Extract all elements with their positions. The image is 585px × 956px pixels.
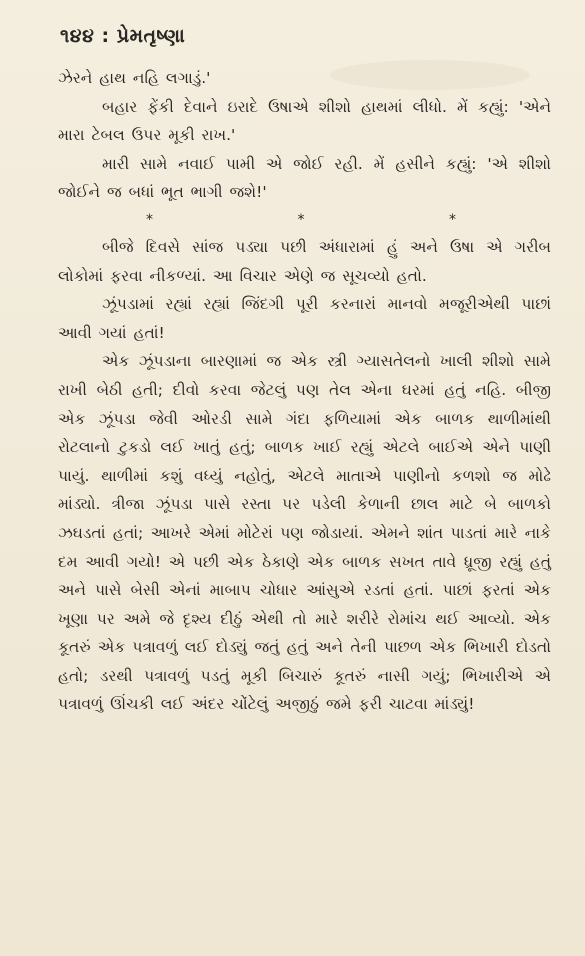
paragraph-1: ઝેરને હાથ નહિ લગાડું.' — [58, 69, 211, 87]
page-number: ૧૪૪ — [60, 25, 95, 47]
chapter-title: પ્રેમતૃષ્ણા — [116, 25, 186, 47]
page-header — [60, 22, 551, 50]
section-divider — [146, 209, 456, 231]
paragraph-3: મારી સામે નવાઈ પામી એ જોઈ રહી. મેં હસીને કહ્યું: 'એ શીશો જોઈને જ બધાં ભૂત ભાગી જશે!' — [58, 154, 551, 202]
divider-star: * — [449, 211, 456, 228]
divider-star: * — [146, 211, 153, 228]
paper-stain — [330, 60, 530, 90]
paragraph-4: બીજે દિવસે સાંજ પડ્યા પછી અંધારામાં હું અને ઉષા એ ગરીબ લોકોમાં ફરવા નીકળ્યાં. આ વિચાર એણે જ સૂચવ્યો હતો. — [58, 237, 551, 285]
paragraph-6: એક ઝૂંપડાના બારણામાં જ એક સ્ત્રી ગ્યાસતેલનો ખાલી શીશો સામે રાખી બેઠી હતી; દીવો કરવા જેટલું પણ તેલ એના ઘરમાં હતું નહિ. બીજી એક ઝૂંપડા જેવી ઓરડી સામે ગંદા ફળિયામાં એક બાળક થાળીમાંથી રોટલાનો ટુકડો લઈ ખાતું હતું; બાળક ખાઈ રહ્યું એટલે બાઈએ એને પાણી પાયું. થાળીમાં કશું વધ્યું નહોતું, એટલે માતાએ પાણીનો કળશો જ મોઢે માંડ્યો. ત્રીજા ઝૂંપડા પાસે રસ્તા પર પડેલી કેળાની છાલ માટે બે બાળકો ઝઘડતાં હતાં; આખરે એમાં મોટેરાં પણ જોડાયાં. એમને શાંત પાડતાં મારે નાકે દમ આવી ગયો! એ પછી એક ઠેકાણે એક બાળક સખત તાવે ધ્રૂજી રહ્યું હતું અને પાસે બેસી એનાં માબાપ ચોધાર આંસુએ રડતાં હતાં. પાછાં ફરતાં એક ખૂણા પર અમે જે દૃશ્ય દીઠું એથી તો મારે શરીરે રોમાંચ થઈ આવ્યો. એક કૂતરું એક પત્રાવળું લઈ દોડ્યું જતું હતું અને તેની પાછળ એક ભિખારી દોડતો હતો; ડરથી પત્રાવળું પડતું મૂકી બિચારું કૂતરું નાસી ગયું; ભિખારીએ એ પત્રાવળું ઊંચકી લઈ અંદર ચોંટેલું અજીઠું જમે ફરી ચાટવા માંડ્યું! — [58, 352, 551, 714]
divider-star: * — [297, 211, 305, 228]
paragraph-2: બહાર ફેંકી દેવાને ઇરાદે ઉષાએ શીશો હાથમાં લીધો. મેં કહ્યું: 'એને મારા ટેબલ ઉપર મૂકી રાખ.' — [58, 97, 551, 145]
header-separator: : — [101, 25, 110, 47]
paragraph-5: ઝૂંપડામાં રહ્યાં રહ્યાં જિંદગી પૂરી કરનારાં માનવો મજૂરીએથી પાછાં આવી ગયાં હતાં! — [58, 295, 551, 342]
